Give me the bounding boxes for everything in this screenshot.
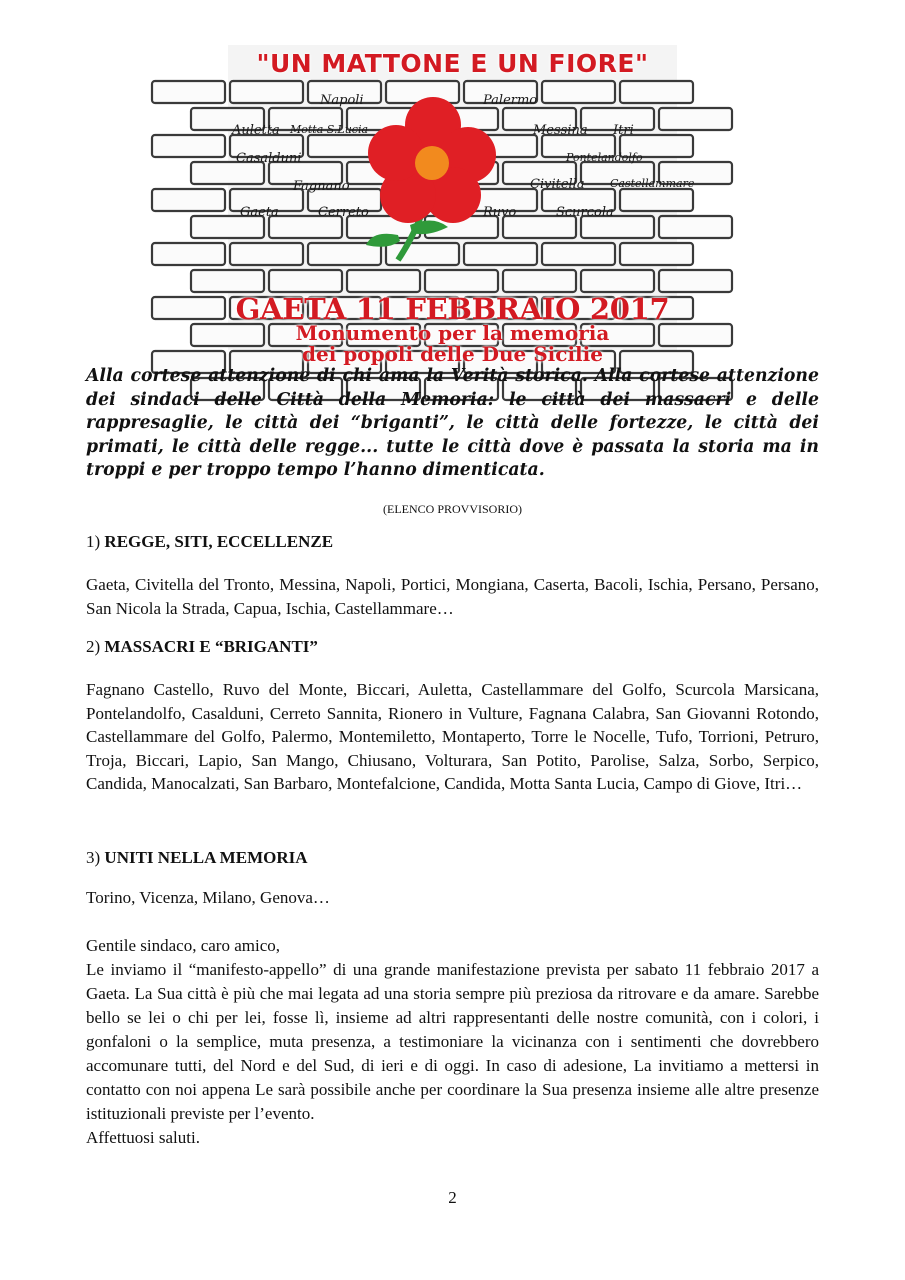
poster-subtitle: dei popoli delle Due Sicilie	[302, 342, 603, 366]
flower-leaf-left	[366, 234, 400, 247]
brick	[152, 81, 225, 103]
section-number: 1)	[86, 532, 101, 551]
city-tag: Motta S.Lucia	[290, 123, 369, 136]
section-heading	[86, 848, 308, 868]
city-tag: Itri	[613, 123, 634, 138]
section-title: MASSACRI E “BRIGANTI”	[104, 637, 318, 656]
section-list: Torino, Vicenza, Milano, Genova…	[86, 888, 330, 907]
section-heading	[86, 637, 318, 657]
city-tag: Fagnano	[293, 179, 350, 194]
poster-image	[228, 45, 695, 366]
section-number: 3)	[86, 848, 101, 867]
poster-title: "UN MATTONE E UN FIORE"	[256, 49, 649, 78]
city-tag: Scurcola	[556, 205, 614, 220]
city-tag: Auletta	[232, 123, 280, 138]
brick	[152, 189, 225, 211]
city-tag: Cerreto	[318, 205, 369, 220]
brick	[152, 297, 225, 319]
city-tag: Ruvo	[483, 205, 517, 220]
page-number: 2	[448, 1188, 457, 1207]
city-tag: Palermo	[483, 93, 538, 108]
section-number: 2)	[86, 637, 101, 656]
city-tag: Gaeta	[240, 205, 279, 220]
letter-body: Le inviamo il “manifesto-appello” di una grande manifestazione prevista per sabato 11 febbraio 2017 a Gaeta. La Sua città è più che mai legata ad una storia sempre più preziosa da ritrovare e da amare. Sarebbe bello se lei o chi per lei, fosse lì, insieme ad altri rappresentanti delle nostre comunità, con i colori, i gonfaloni o la semplice, muta presenza, a testimoniare la vicinanza con i sentimenti che dovrebbero accomunare tutti, del Nord e del Sud, di ieri e di oggi. In caso di adesione, La invitiamo a mettersi in contatto con noi appena Le sarà possibile anche per coordinare la Sua presenza insieme alle altre presenze istituzionali previste per l’evento.	[86, 960, 819, 1123]
section-list: Fagnano Castello, Ruvo del Monte, Biccari, Auletta, Castellammare del Golfo, Scurcola Marsicana, Pontelandolfo, Casalduni, Cerreto Sannita, Rionero in Vulture, Fagnana Calabra, San Giovanni Rotondo, Castellammare del Golfo, Palermo, Montemiletto, Montaperto, Torre le Nocelle, Tufo, Torrioni, Petruro, Troja, Biccari, Lapio, San Mango, Chiusano, Volturara, San Potito, Parolise, Salza, Sorbo, Serpico, Candida, Manocalzati, San Barbaro, Montefalcione, Candida, Motta Santa Lucia, Campo di Giove, Itri…	[86, 680, 819, 793]
brick	[152, 243, 225, 265]
section-heading	[86, 532, 333, 552]
intro-paragraph: Alla cortese attenzione di chi ama la Verità storica. Alla cortese attenzione dei sindaci delle Città della Memoria: le città dei massacri e delle rappresaglie, le città dei “briganti”, le città delle fortezze, le città dei primati, le città delle regge... tutte le città dove è passata la storia ma in troppi e per troppo tempo l’hanno dimenticata.	[86, 366, 819, 480]
city-tag: Pontelandolfo	[566, 151, 643, 164]
letter	[86, 934, 819, 1150]
flower-petal	[368, 125, 424, 181]
city-tag: Messina	[533, 123, 588, 138]
section-title: REGGE, SITI, ECCELLENZE	[104, 532, 334, 551]
letter-closing: Affettuosi saluti.	[86, 1128, 200, 1147]
poster-subtitle: Monumento per la memoria	[295, 321, 610, 345]
city-tag: Castellammare	[610, 177, 695, 190]
city-tag: Civitella	[530, 177, 585, 192]
city-tag: Napoli	[320, 93, 364, 108]
poster-event: GAETA 11 FEBBRAIO 2017	[235, 292, 670, 326]
letter-greeting: Gentile sindaco, caro amico,	[86, 936, 281, 955]
section-title: UNITI NELLA MEMORIA	[104, 848, 308, 867]
brick	[152, 135, 225, 157]
provisional-note: (ELENCO PROVVISORIO)	[383, 502, 522, 516]
flower-center	[415, 146, 449, 180]
city-tag: Casalduni	[236, 151, 302, 166]
section-list: Gaeta, Civitella del Tronto, Messina, Napoli, Portici, Mongiana, Caserta, Bacoli, Ischia, Persano, Persano, San Nicola la Strada, Capua, Ischia, Castellammare…	[86, 575, 819, 618]
